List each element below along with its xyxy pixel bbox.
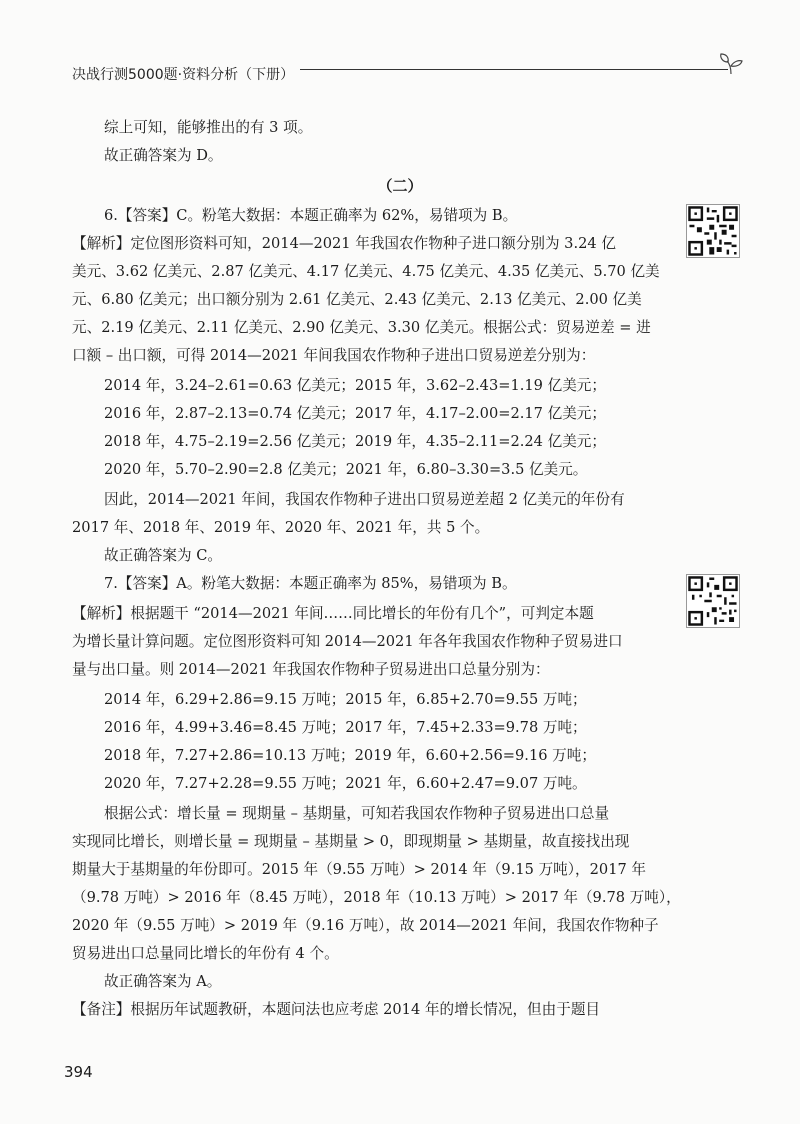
text-line: 口额 – 出口额，可得 2014—2021 年间我国农作物种子进出口贸易逆差分别为：: [72, 347, 596, 364]
text-line: 故正确答案为 C。: [104, 547, 222, 564]
leaf-icon: [718, 52, 744, 76]
text-line: 【解析】根据题干 “2014—2021 年间……同比增长的年份有几个”，可判定本题: [72, 605, 594, 622]
calc-line: 2016 年，2.87–2.13=0.74 亿美元；2017 年，4.17–2.00=2.17 亿美元；: [104, 405, 606, 422]
text-line: 元、6.80 亿美元；出口额分别为 2.61 亿美元、2.43 亿美元、2.13 亿美元、2.00 亿美: [72, 291, 642, 308]
section-heading: （二）: [377, 177, 423, 195]
note-line: 【备注】根据历年试题教研，本题问法也应考虑 2014 年的增长情况，但由于题目: [72, 1001, 601, 1018]
calc-line: 2016 年，4.99+3.46=8.45 万吨；2017 年，7.45+2.33=9.78 万吨；: [104, 719, 587, 736]
page-number: 394: [64, 1063, 93, 1081]
text-line: （9.78 万吨）> 2016 年（8.45 万吨），2018 年（10.13 万吨）> 2017 年（9.78 万吨），: [72, 889, 681, 906]
text-line: 为增长量计算问题。定位图形资料可知 2014—2021 年各年我国农作物种子贸易进口: [72, 633, 623, 650]
calc-line: 2018 年，7.27+2.86=10.13 万吨；2019 年，6.60+2.56=9.16 万吨；: [104, 747, 596, 764]
text-line: 美元、3.62 亿美元、2.87 亿美元、4.17 亿美元、4.75 亿美元、4.35 亿美元、5.70 亿美: [72, 263, 660, 280]
text-line: 实现同比增长，则增长量 = 现期量 – 基期量 > 0，即现期量 > 基期量，故直接找出现: [72, 833, 630, 850]
answer-line: 6.【答案】C。粉笔大数据：本题正确率为 62%，易错项为 B。: [104, 207, 518, 224]
text-line: 故正确答案为 D。: [104, 147, 223, 164]
qr-code-icon[interactable]: [686, 574, 740, 628]
text-line: 贸易进出口总量同比增长的年份有 4 个。: [72, 945, 339, 962]
calc-line: 2014 年，3.24–2.61=0.63 亿美元；2015 年，3.62–2.43=1.19 亿美元；: [104, 377, 606, 394]
text-line: 【解析】定位图形资料可知，2014—2021 年我国农作物种子进口额分别为 3.24 亿: [72, 235, 616, 252]
answer-line: 7.【答案】A。粉笔大数据：本题正确率为 85%，易错项为 B。: [104, 575, 517, 592]
text-line: 量与出口量。则 2014—2021 年我国农作物种子贸易进出口总量分别为：: [72, 661, 550, 678]
text-line: 2020 年（9.55 万吨）> 2019 年（9.16 万吨），故 2014—2021 年间，我国农作物种子: [72, 917, 659, 934]
calc-line: 2020 年，7.27+2.28=9.55 万吨；2021 年，6.60+2.47=9.07 万吨。: [104, 775, 587, 792]
calc-line: 2014 年，6.29+2.86=9.15 万吨；2015 年，6.85+2.70=9.55 万吨；: [104, 691, 587, 708]
text-line: 因此，2014—2021 年间，我国农作物种子进出口贸易逆差超 2 亿美元的年份有: [104, 491, 625, 508]
calc-line: 2018 年，4.75–2.19=2.56 亿美元；2019 年，4.35–2.11=2.24 亿美元；: [104, 433, 606, 450]
qr-code-icon[interactable]: [686, 204, 740, 258]
text-line: 2017 年、2018 年、2019 年、2020 年、2021 年，共 5 个。: [72, 519, 490, 536]
text-line: 故正确答案为 A。: [104, 973, 222, 990]
header-rule: [300, 69, 728, 70]
text-line: 综上可知，能够推出的有 3 项。: [104, 119, 313, 136]
header-title: 决战行测5000题·资料分析（下册）: [72, 67, 295, 83]
text-line: 期量大于基期量的年份即可。2015 年（9.55 万吨）> 2014 年（9.15 万吨），2017 年: [72, 861, 647, 878]
text-line: 根据公式：增长量 = 现期量 – 基期量，可知若我国农作物种子贸易进出口总量: [104, 805, 610, 822]
calc-line: 2020 年，5.70–2.90=2.8 亿美元；2021 年，6.80–3.30=3.5 亿美元。: [104, 461, 588, 478]
text-line: 元、2.19 亿美元、2.11 亿美元、2.90 亿美元、3.30 亿美元。根据公式：贸易逆差 = 进: [72, 319, 651, 336]
